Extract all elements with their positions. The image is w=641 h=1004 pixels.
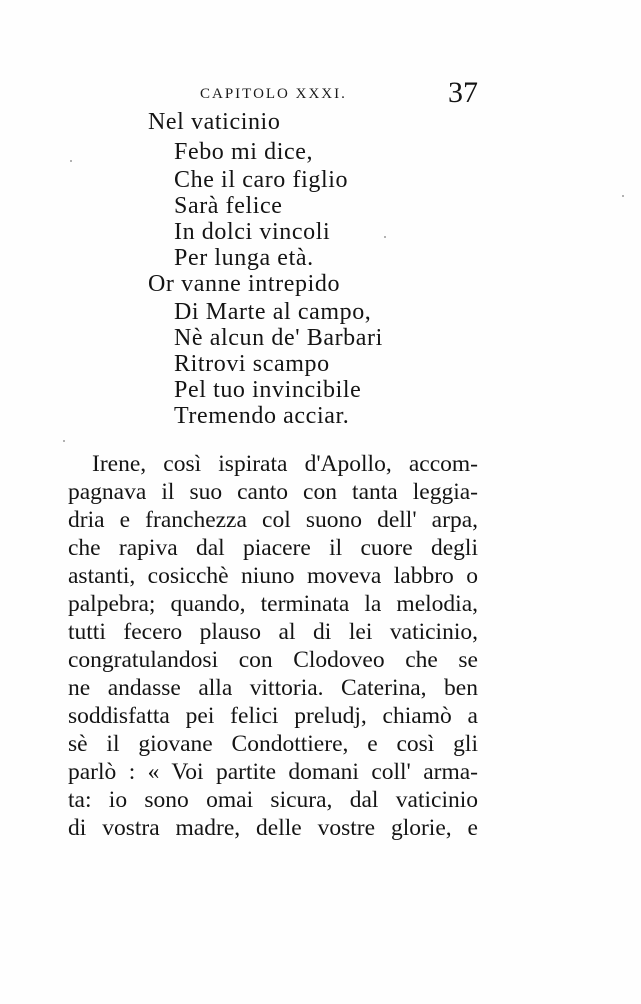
paper-speck	[384, 236, 386, 238]
poem-line: Per lunga età.	[174, 245, 314, 271]
poem-line: Nel vaticinio	[148, 109, 281, 135]
page-number: 37	[448, 76, 478, 109]
prose-line: pagnava il suo canto con tanta leggia-	[68, 479, 478, 505]
prose-line: dria e franchezza col suono dell' arpa,	[68, 507, 478, 533]
prose-line: astanti, cosicchè niuno moveva labbro o	[68, 563, 478, 589]
prose-line: Irene, così ispirata d'Apollo, accom-	[92, 451, 478, 477]
prose-line: parlò : « Voi partite domani coll' arma-	[68, 759, 478, 785]
poem-line: In dolci vincoli	[174, 219, 331, 245]
paper-speck	[70, 160, 72, 162]
poem-line: Tremendo acciar.	[174, 403, 350, 429]
poem-line: Che il caro figlio	[174, 167, 349, 193]
paper-speck	[63, 440, 65, 442]
poem-line: Ritrovi scampo	[174, 351, 330, 377]
prose-line: ne andasse alla vittoria. Caterina, ben	[68, 675, 478, 701]
paper-speck	[622, 195, 624, 197]
prose-line: che rapiva dal piacere il cuore degli	[68, 535, 478, 561]
prose-line: soddisfatta pei felici preludj, chiamò a	[68, 703, 478, 729]
poem-line: Di Marte al campo,	[174, 299, 372, 325]
prose-line: ta: io sono omai sicura, dal vaticinio	[68, 787, 478, 813]
prose-line: sè il giovane Condottiere, e così gli	[68, 731, 478, 757]
prose-line: congratulandosi con Clodoveo che se	[68, 647, 478, 673]
prose-line: di vostra madre, delle vostre glorie, e	[68, 815, 478, 841]
prose-line: tutti fecero plauso al di lei vaticinio,	[68, 619, 478, 645]
poem-line: Pel tuo invincibile	[174, 377, 362, 403]
poem-line: Or vanne intrepido	[148, 271, 341, 297]
running-head: CAPITOLO XXXI.	[200, 86, 347, 102]
prose-line: palpebra; quando, terminata la melodia,	[68, 591, 478, 617]
poem-line: Nè alcun de' Barbari	[174, 325, 383, 351]
poem-line: Sarà felice	[174, 193, 283, 219]
poem-line: Febo mi dice,	[174, 139, 314, 165]
